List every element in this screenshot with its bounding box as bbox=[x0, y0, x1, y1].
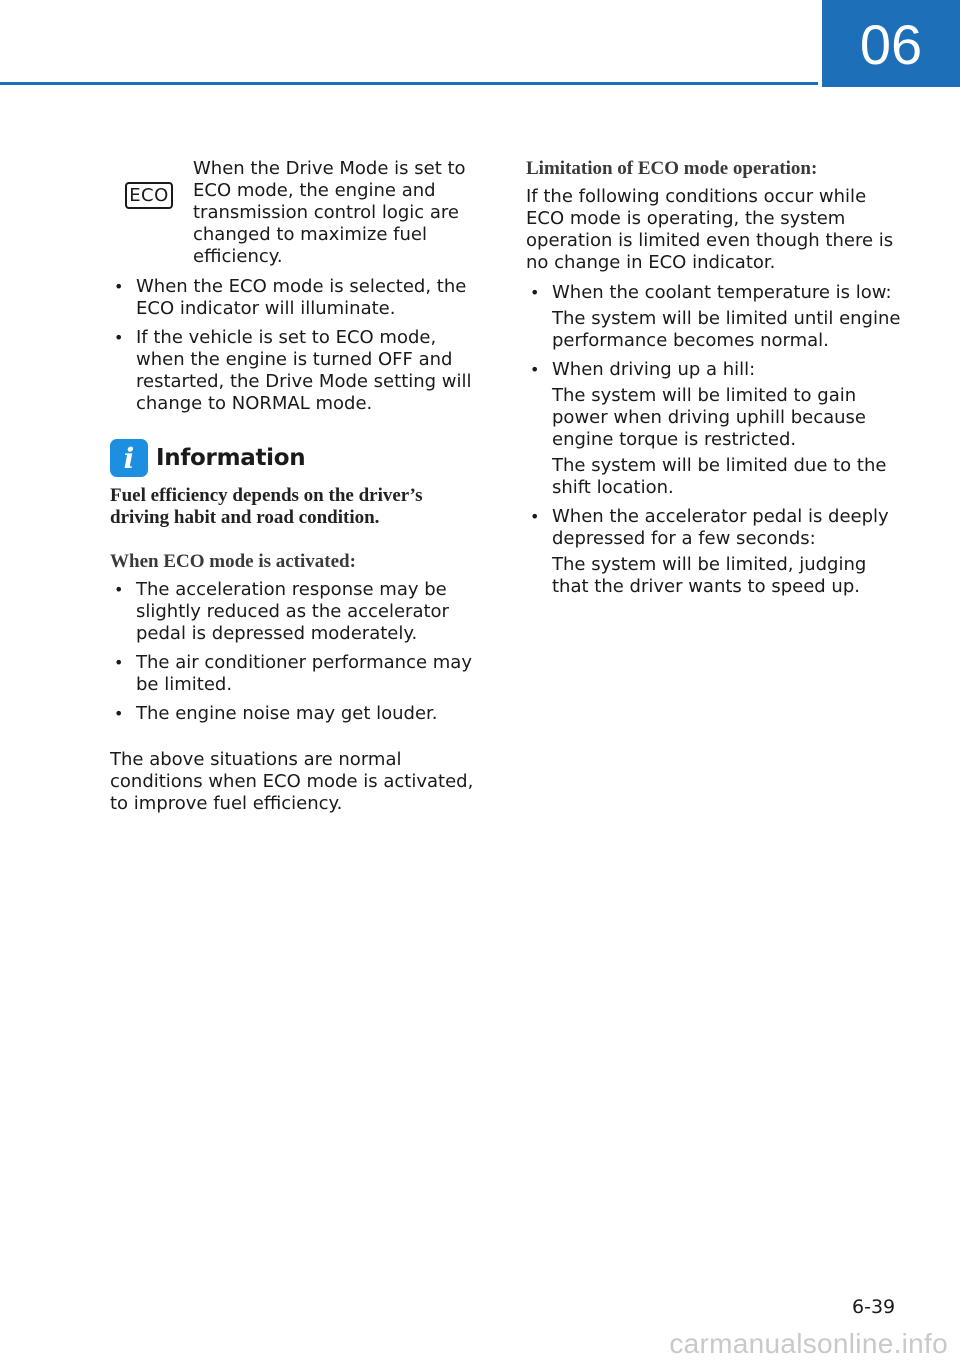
list-item-text: When the ECO mode is selected, the ECO indicator will illuminate. bbox=[136, 276, 467, 319]
information-icon: i bbox=[110, 439, 148, 477]
bullet-icon: • bbox=[530, 360, 540, 379]
bullet-icon: • bbox=[114, 653, 124, 672]
list-item bbox=[110, 652, 485, 696]
limitation-intro: If the following conditions occur while ECO mode is operating, the system operation is limited even though there is no change in ECO indicator. bbox=[526, 186, 894, 273]
list-item-text: If the vehicle is set to ECO mode, when the engine is turned OFF and restarted, the Drive Mode setting will change to NORMAL mode. bbox=[136, 327, 472, 414]
closing-paragraph: The above situations are normal conditions when ECO mode is activated, to improve fuel efficiency. bbox=[110, 749, 474, 814]
limitation-list bbox=[526, 282, 906, 598]
list-item-text: The acceleration response may be slightly reduced as the accelerator pedal is depressed moderately. bbox=[136, 579, 449, 644]
list-item-text: The air conditioner performance may be limited. bbox=[136, 652, 472, 695]
eco-intro bbox=[110, 158, 485, 268]
information-title: Information bbox=[156, 445, 306, 471]
list-item bbox=[110, 579, 485, 645]
left-column bbox=[110, 158, 485, 815]
chapter-tab: 06 bbox=[822, 0, 960, 87]
limitation-heading: Limitation of ECO mode operation: bbox=[526, 158, 818, 179]
bullet-icon: • bbox=[114, 580, 124, 599]
watermark: carmanualsonline.info bbox=[669, 1328, 948, 1359]
bullet-icon: • bbox=[114, 328, 124, 347]
list-item-detail: The system will be limited due to the shift location. bbox=[552, 455, 887, 498]
list-item bbox=[526, 282, 906, 352]
information-body: Fuel efficiency depends on the driver’s driving habit and road condition. bbox=[110, 485, 423, 528]
list-item bbox=[526, 359, 906, 499]
list-item-detail: The system will be limited to gain power when driving uphill because engine torque is restricted. bbox=[552, 385, 866, 450]
bullet-icon: • bbox=[530, 507, 540, 526]
bullet-icon: • bbox=[114, 704, 124, 723]
information-header bbox=[110, 439, 485, 477]
list-item-detail: The system will be limited, judging that the driver wants to speed up. bbox=[552, 554, 867, 597]
eco-bullet-list bbox=[110, 276, 485, 415]
list-item bbox=[526, 506, 906, 598]
activated-bullet-list bbox=[110, 579, 485, 725]
list-item-detail: The system will be limited until engine performance becomes normal. bbox=[552, 308, 901, 351]
list-item-title: When driving up a hill: bbox=[552, 359, 756, 380]
page-number: 6-39 bbox=[852, 1296, 896, 1318]
activated-heading: When ECO mode is activated: bbox=[110, 551, 356, 572]
eco-description: When the Drive Mode is set to ECO mode, the engine and transmission control logic are changed to maximize fuel efficiency. bbox=[193, 158, 466, 267]
list-item-title: When the coolant temperature is low: bbox=[552, 282, 892, 303]
header-rule bbox=[0, 82, 818, 85]
list-item bbox=[110, 276, 485, 320]
bullet-icon: • bbox=[114, 277, 124, 296]
list-item-title: When the accelerator pedal is deeply depressed for a few seconds: bbox=[552, 506, 889, 549]
right-column bbox=[526, 158, 906, 605]
list-item-text: The engine noise may get louder. bbox=[136, 703, 438, 724]
list-item bbox=[110, 327, 485, 415]
list-item bbox=[110, 703, 485, 725]
eco-mode-icon: ECO bbox=[125, 182, 173, 209]
bullet-icon: • bbox=[530, 283, 540, 302]
